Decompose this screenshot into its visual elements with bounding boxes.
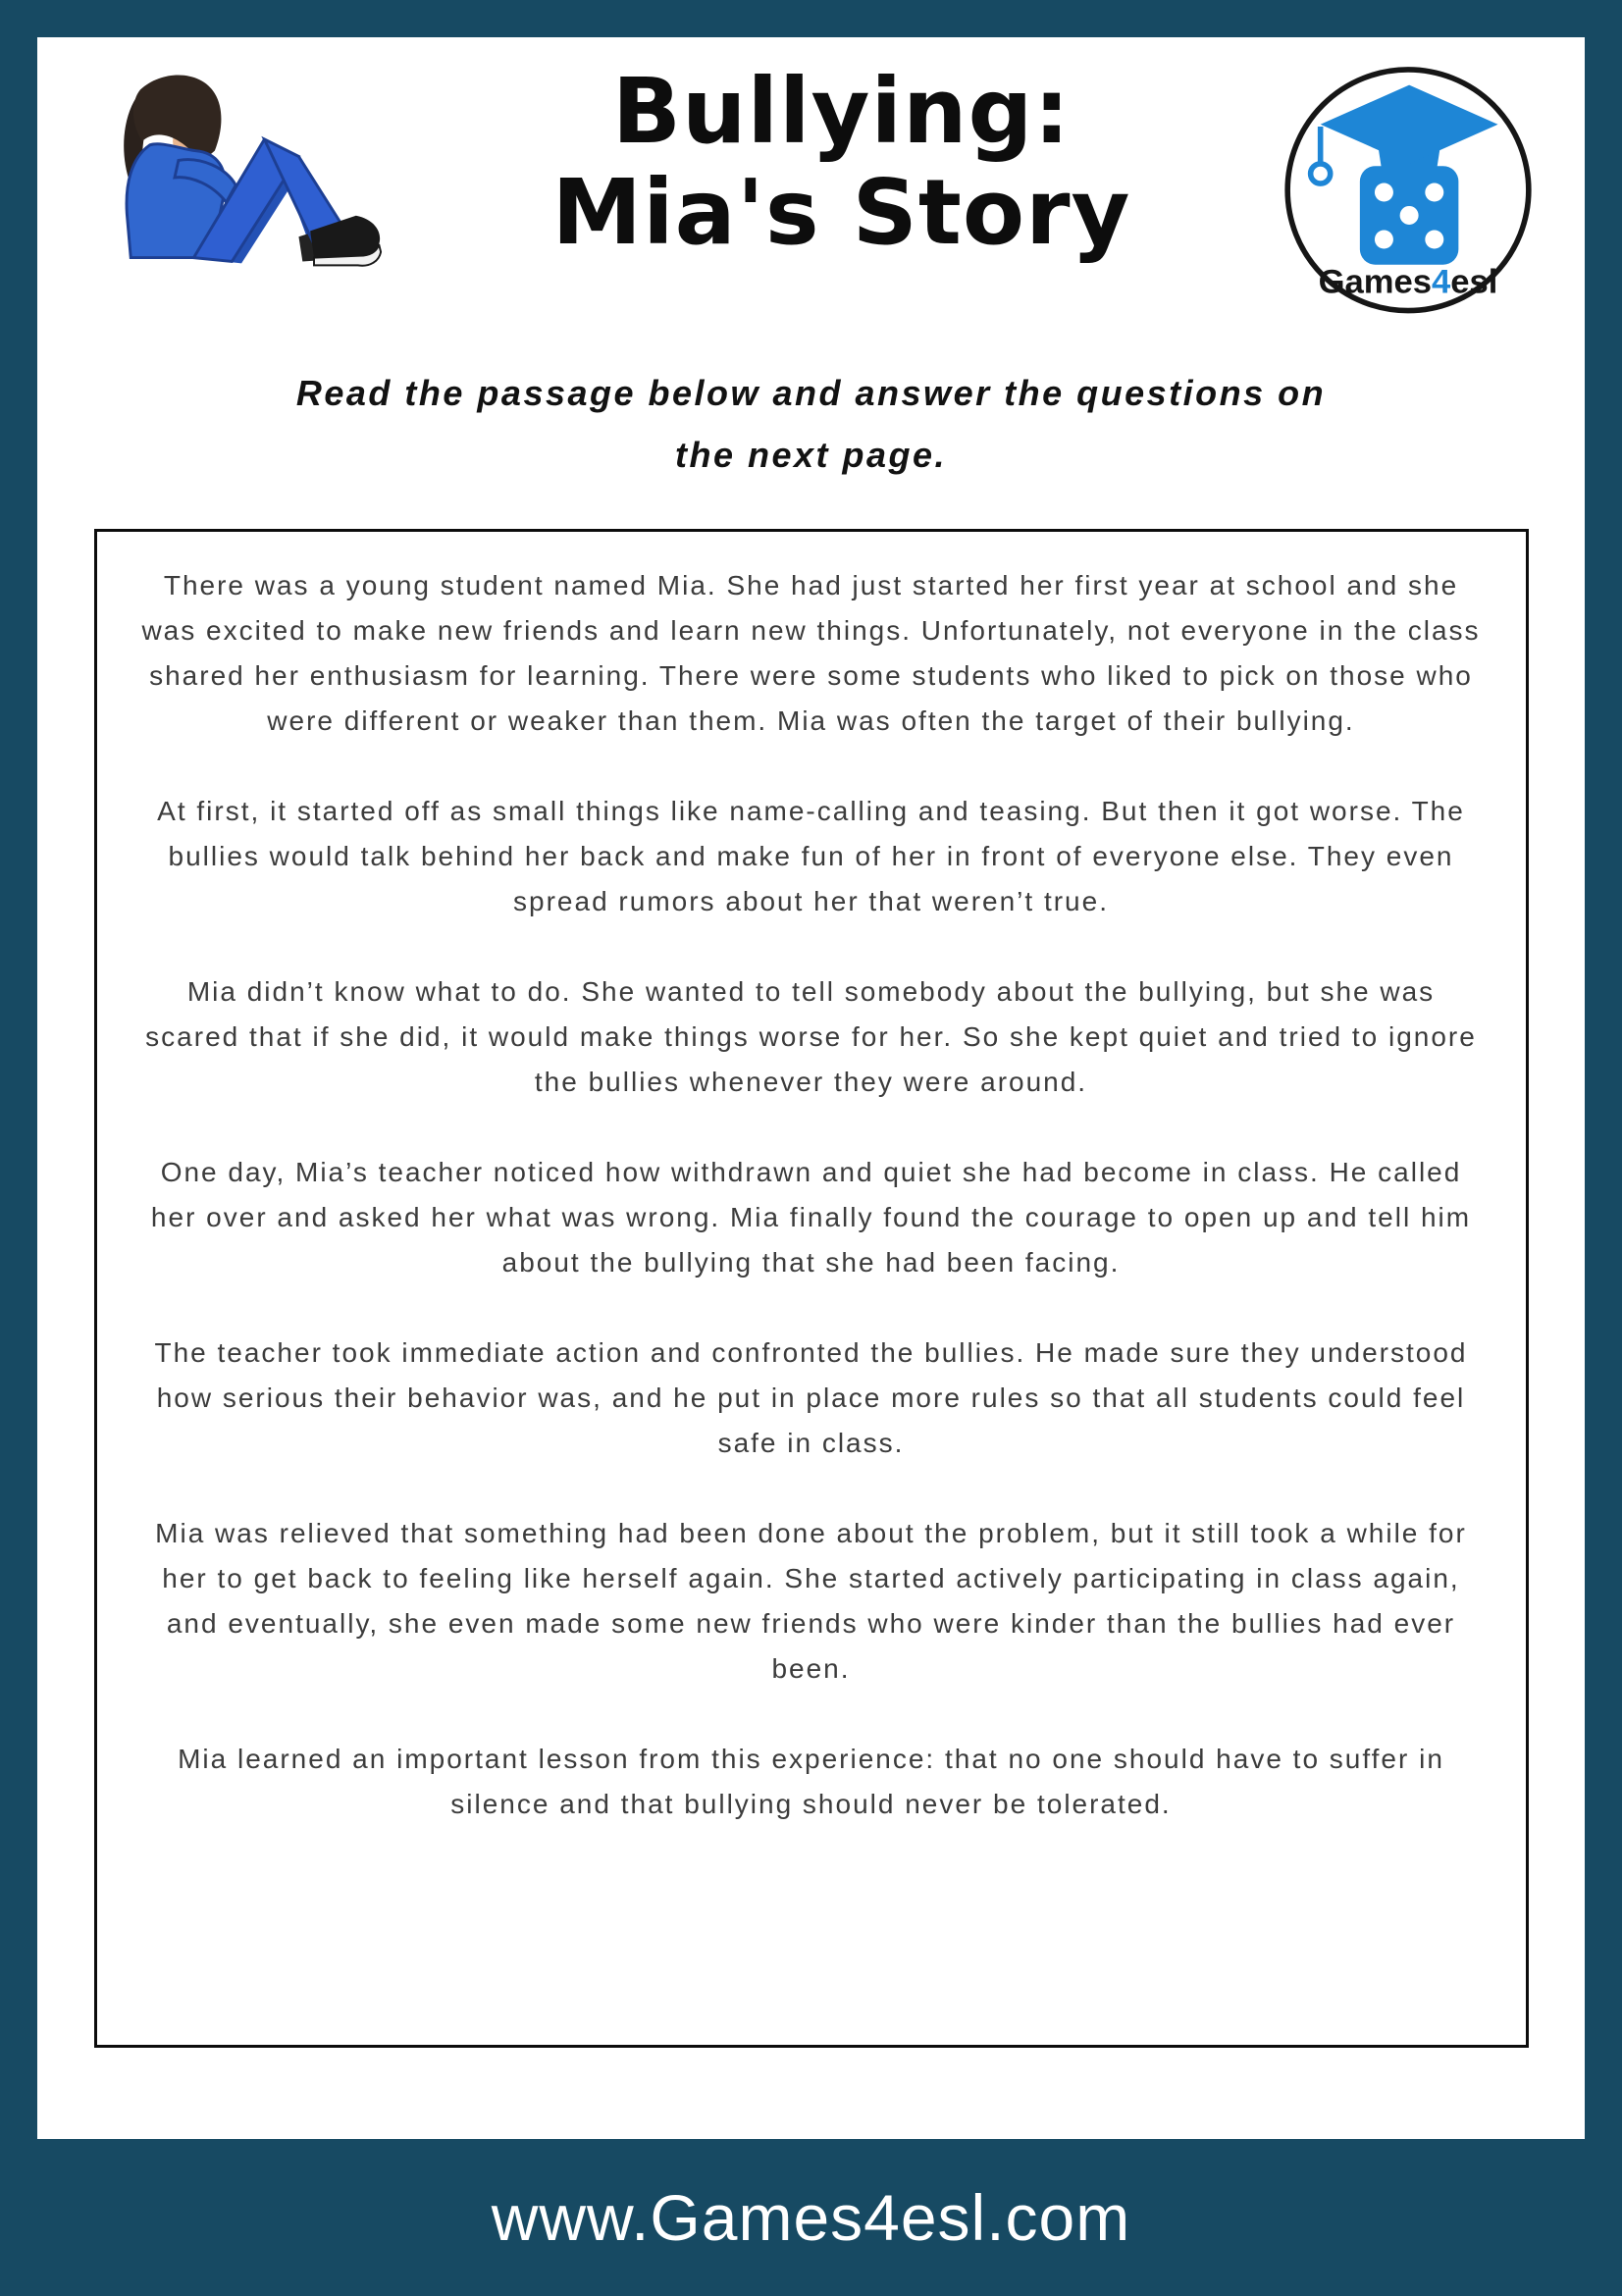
sad-girl-illustration: [82, 69, 406, 284]
title-line-1: Bullying:: [611, 59, 1072, 164]
worksheet-page: [37, 37, 1585, 2139]
header: [37, 37, 1585, 329]
passage-paragraph-2: At first, it started off as small things like name-calling and teasing. But then it got worse. The bullies would talk behind her back and make fun of her in front of everyone else. They even spread rumors about her that weren’t true.: [157, 796, 1465, 916]
passage-paragraph-1: There was a young student named Mia. She had just started her first year at school and she was excited to make new friends and learn new things. Unfortunately, not everyone in the class shared her enthusiasm for learning. There were some students who liked to pick on those who were different or weaker than them. Mia was often the target of their bullying.: [141, 570, 1481, 736]
passage-paragraph-3: Mia didn’t know what to do. She wanted to tell somebody about the bullying, but she was scared that if she did, it would make things worse for her. So she kept quiet and tried to ignore the bullies whenever they were around.: [145, 976, 1477, 1097]
logo-text-games: Games: [1318, 263, 1433, 301]
logo-text: [1319, 264, 1498, 301]
instruction-text: Read the passage below and answer the questions on the next page.: [295, 373, 1327, 475]
passage-paragraph-7: Mia learned an important lesson from this experience: that no one should have to suffer in silence and that bullying should never be tolerated.: [178, 1744, 1444, 1819]
sad-girl-sitting-icon: [82, 69, 406, 279]
passage-paragraph-5: The teacher took immediate action and confronted the bullies. He made sure they understood how serious their behavior was, and he put in place more rules so that all students could feel safe in class.: [154, 1337, 1468, 1458]
footer-url: www.Games4esl.com: [491, 2181, 1131, 2254]
title-line-2: Mia's Story: [551, 160, 1131, 266]
passage-paragraph-4: One day, Mia’s teacher noticed how withdrawn and quiet she had become in class. He called her over and asked her what was wrong. Mia finally found the courage to open up and tell him about the bullying that she had been facing.: [150, 1157, 1472, 1278]
footer-bar: [0, 2139, 1622, 2296]
graduation-cap-dice-icon: [1277, 61, 1540, 324]
games4esl-logo: [1277, 61, 1540, 329]
logo-text-esl: esl: [1450, 263, 1498, 301]
worksheet-title: [406, 55, 1277, 266]
passage-paragraph-6: Mia was relieved that something had been done about the problem, but it still took a while for her to get back to feeling like herself again. She started actively participating in class again, and eventually, she even made some new friends who were kinder than the bullies had ever been.: [155, 1518, 1467, 1684]
logo-text-4: 4: [1432, 263, 1451, 301]
passage-box: [94, 529, 1529, 2048]
